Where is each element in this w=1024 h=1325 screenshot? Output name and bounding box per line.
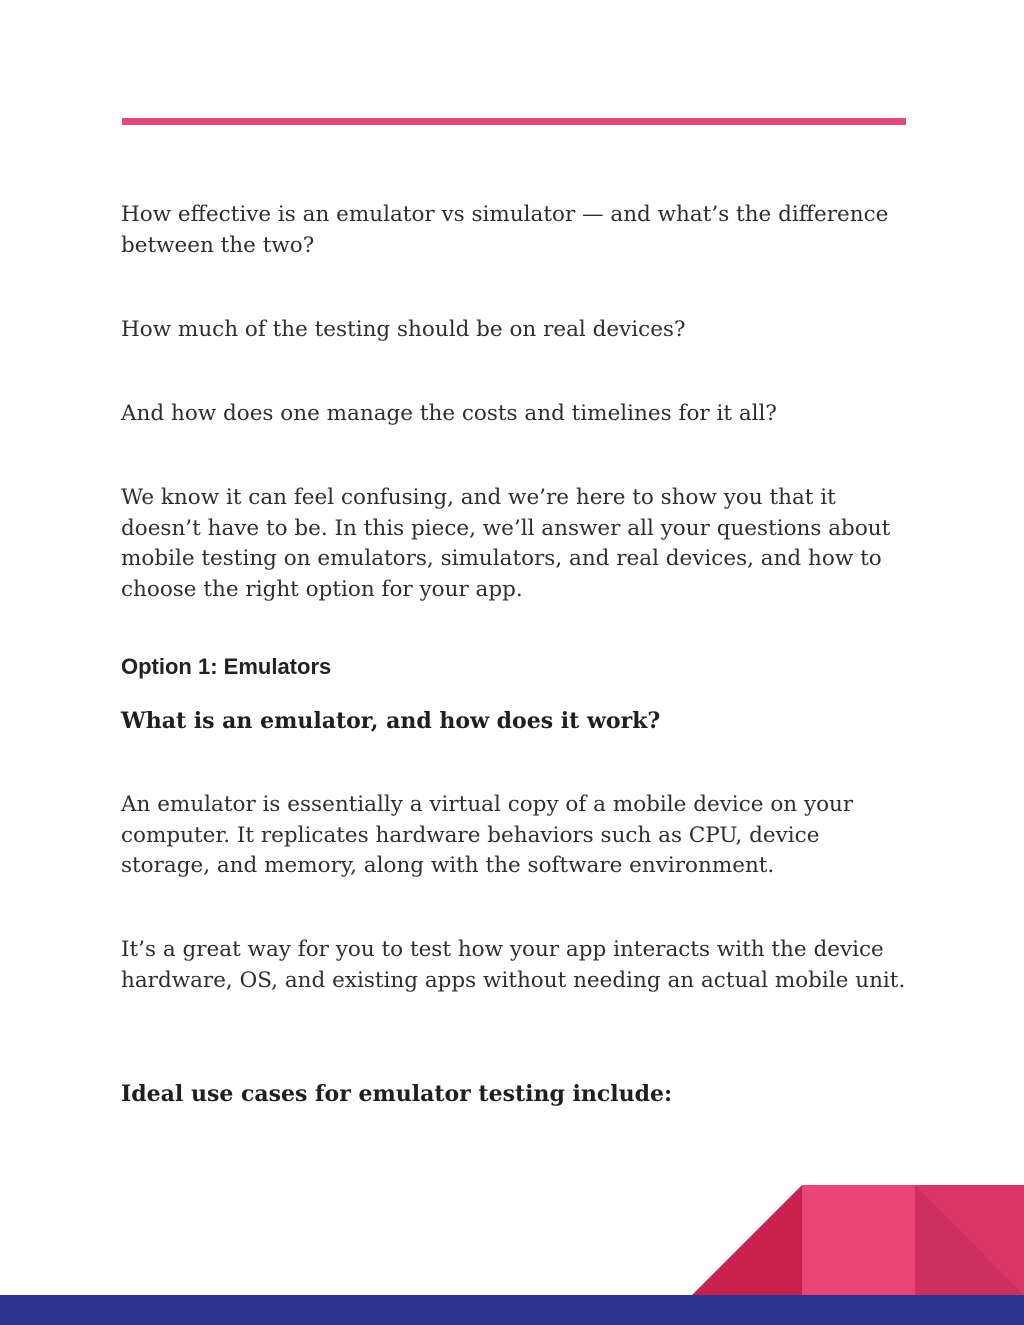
decor-crimson-triangle [692, 1185, 802, 1295]
emulator-paragraph-1: An emulator is essentially a virtual copy of a mobile device on your computer. It replicates hardware behaviors such as CPU, device storage, and memory, along with the software environment. [121, 792, 854, 878]
section-label: Option 1: Emulators [121, 654, 332, 679]
subheading: What is an emulator, and how does it work? [121, 708, 661, 734]
footer-navy-bar [0, 1295, 1024, 1325]
intro-paragraph-4: We know it can feel confusing, and we’re here to show you that it doesn’t have to be. In this piece, we’ll answer all your questions about mobile testing on emulators, simulators, and real devices, and how to choose the right option for your app. [121, 485, 891, 602]
use-cases-heading: Ideal use cases for emulator testing include: [121, 1081, 673, 1107]
intro-paragraph-3: And how does one manage the costs and timelines for it all? [121, 401, 777, 426]
intro-paragraph-1: How effective is an emulator vs simulator — and what’s the difference between the two? [121, 202, 889, 258]
decor-pink-block [802, 1185, 915, 1295]
emulator-paragraph-2: It’s a great way for you to test how your app interacts with the device hardware, OS, and existing apps without needing an actual mobile unit. [121, 937, 906, 993]
intro-paragraph-2: How much of the testing should be on real devices? [121, 317, 686, 342]
